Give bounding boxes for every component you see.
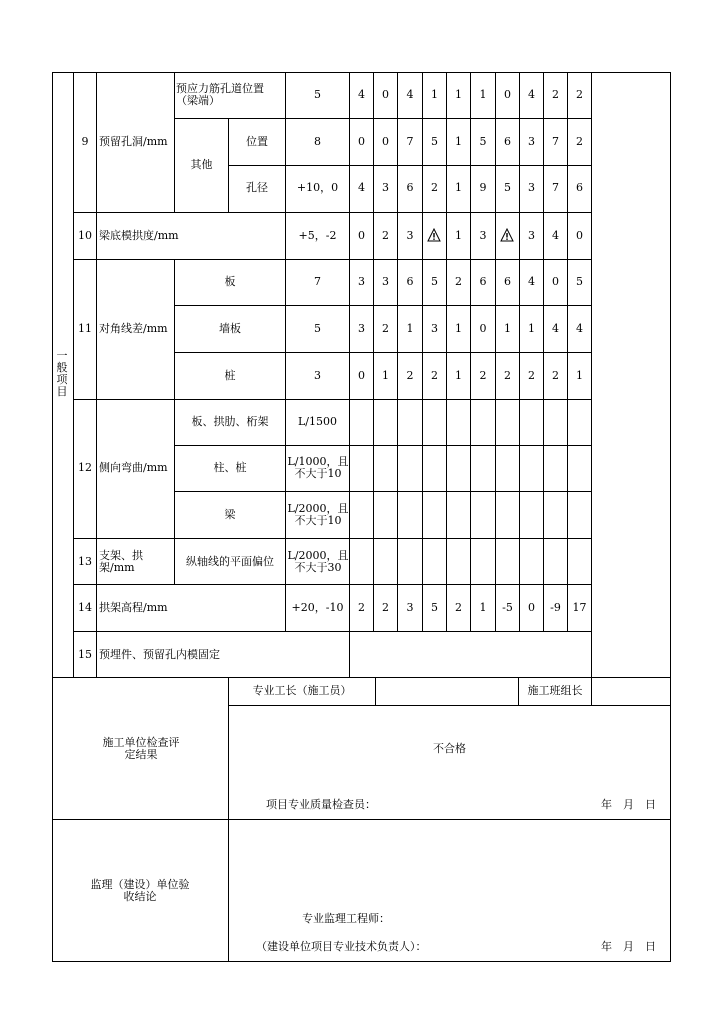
row-9b-value: 1 [455,135,462,148]
row-9a-value: 1 [431,88,438,101]
row-9b-value: 5 [479,135,487,148]
row-11c-value: 1 [455,369,462,382]
row-11a-value: 6 [406,275,414,288]
date-label: 年 月 日 [601,798,656,811]
row-9-diameter-label: 孔径 [246,181,268,194]
row-9-other-label: 其他 [190,158,213,171]
row-9c-value: 6 [576,181,583,194]
supervising-engineer-label: 专业监理工程师： [302,912,390,925]
date-label-2: 年 月 日 [601,940,656,953]
row-11-no: 11 [78,322,92,335]
row-10-allowance: +5，-2 [298,229,337,242]
row-9c-value: 2 [431,181,438,194]
row-9a-value: 4 [528,88,535,101]
row-14-value: 0 [528,601,535,614]
row-9-name: 预留孔洞/mm [99,135,168,148]
row-9-no: 9 [81,135,89,148]
row-11c-value: 1 [576,369,583,382]
foreman-label: 专业工长（施工员） [252,684,352,697]
row-11b-value: 3 [358,322,365,335]
row-13-no: 13 [78,555,92,568]
row-9a-value: 0 [504,88,511,101]
row-9c-allowance: +10，0 [296,181,339,194]
row-13-name: 支架、拱架/mm [99,549,143,574]
row-9b-allowance: 8 [314,135,321,148]
row-9c-value: 7 [552,181,559,194]
row-11a-value: 3 [382,275,389,288]
row-14-name: 拱架高程/mm [99,601,168,614]
row-11c-allowance: 3 [314,369,321,382]
row-11c-label: 桩 [224,369,236,382]
category-label: 一般项目 [56,349,68,398]
row-11b-allowance: 5 [314,322,321,335]
row-9b-value: 5 [431,135,438,148]
row-9-position-label: 位置 [246,135,268,148]
row-11a-value: 2 [455,275,462,288]
row-10-value: 3 [479,229,487,242]
row-11a-value: 0 [552,275,559,288]
row-13-label: 纵轴线的平面偏位 [186,555,274,568]
row-14-value: -5 [502,601,513,614]
row-14-value: 5 [431,601,438,614]
row-14-no: 14 [78,601,92,614]
row-13-allowance: L/2000，且不大于30 [287,549,349,574]
row-12-name: 侧向弯曲/mm [99,461,168,474]
warning-icon [500,228,514,242]
row-11a-value: 5 [576,275,583,288]
row-9a-value: 2 [576,88,583,101]
row-9c-value: 3 [382,181,389,194]
row-11a-value: 4 [528,275,535,288]
row-9b-value: 3 [528,135,535,148]
supervision-unit-conclusion-label: 监理（建设）单位验收结论 [90,878,190,903]
row-12a-allowance: L/1500 [297,415,337,428]
row-11c-value: 2 [552,369,559,382]
row-11b-value: 2 [382,322,389,335]
warning-icon [427,228,441,242]
row-9c-value: 5 [504,181,511,194]
row-9b-value: 6 [504,135,511,148]
row-11c-value: 2 [431,369,438,382]
row-9c-value: 6 [406,181,414,194]
row-11b-value: 1 [406,322,414,335]
row-11c-value: 0 [358,369,365,382]
row-14-value: 17 [572,601,587,614]
row-9c-value: 1 [455,181,462,194]
row-11b-value: 1 [455,322,462,335]
row-11b-label: 墙板 [219,322,241,335]
row-11c-value: 2 [504,369,511,382]
row-11-name: 对角线差/mm [99,322,168,335]
row-9a-value: 2 [552,88,559,101]
row-10-value: 3 [406,229,414,242]
row-11a-allowance: 7 [314,275,321,288]
row-9a-value: 4 [358,88,365,101]
row-11b-value: 3 [431,322,438,335]
row-9a-value: 1 [455,88,462,101]
row-9b-value: 7 [552,135,559,148]
row-11a-label: 板 [224,275,236,288]
quality-inspector-label: 项目专业质量检查员： [266,798,376,811]
row-9b-value: 0 [358,135,365,148]
row-12a-label: 板、拱肋、桁架 [191,415,269,428]
row-10-no: 10 [78,229,92,242]
row-12b-label: 柱、桩 [213,461,247,474]
team-leader-label: 施工班组长 [527,684,583,697]
row-11b-value: 4 [576,322,583,335]
row-14-allowance: +20，-10 [291,601,344,614]
row-9a-value: 1 [479,88,487,101]
row-14-value: 2 [455,601,462,614]
row-11c-value: 2 [479,369,487,382]
row-9c-value: 4 [358,181,365,194]
row-14-value: 1 [479,601,487,614]
row-11b-value: 1 [528,322,535,335]
row-9a-value: 0 [382,88,389,101]
row-9a-value: 4 [406,88,414,101]
row-15-no: 15 [78,648,92,661]
owner-representative-label: （建设单位项目专业技术负责人）： [256,940,427,953]
row-10-value: 4 [552,229,559,242]
row-14-value: 2 [382,601,389,614]
row-12b-allowance: L/1000，且不大于10 [287,455,349,480]
row-11c-value: 2 [528,369,535,382]
row-12c-allowance: L/2000，且不大于10 [287,502,349,527]
row-14-value: -9 [550,601,561,614]
row-10-name: 梁底模拱度/mm [99,229,179,242]
row-11a-value: 6 [479,275,487,288]
row-9b-value: 2 [576,135,583,148]
row-10-value: 2 [382,229,389,242]
inspection-result: 不合格 [433,742,466,755]
row-11a-value: 3 [358,275,365,288]
row-11c-value: 1 [382,369,389,382]
row-10-value: 0 [358,229,365,242]
row-11c-value: 2 [406,369,414,382]
construction-unit-result-label: 施工单位检查评定结果 [102,736,180,761]
row-9a-allowance: 5 [314,88,321,101]
row-9c-value: 3 [528,181,535,194]
row-11a-value: 6 [504,275,511,288]
row-11b-value: 4 [552,322,559,335]
row-9b-value: 7 [406,135,414,148]
row-9c-value: 9 [479,181,487,194]
row-10-value: 1 [455,229,462,242]
row-14-value: 3 [406,601,414,614]
row-11b-value: 0 [479,322,487,335]
row-12c-label: 梁 [224,508,236,521]
row-14-value: 2 [358,601,365,614]
row-9b-value: 0 [382,135,389,148]
row-12-no: 12 [78,461,92,474]
row-11b-value: 1 [504,322,511,335]
row-15-name: 预埋件、预留孔内模固定 [99,648,220,661]
row-9-sub-prestress: 预应力筋孔道位置（梁端） [176,82,264,107]
row-11a-value: 5 [431,275,438,288]
row-10-value: 0 [576,229,583,242]
row-10-value: 3 [528,229,535,242]
